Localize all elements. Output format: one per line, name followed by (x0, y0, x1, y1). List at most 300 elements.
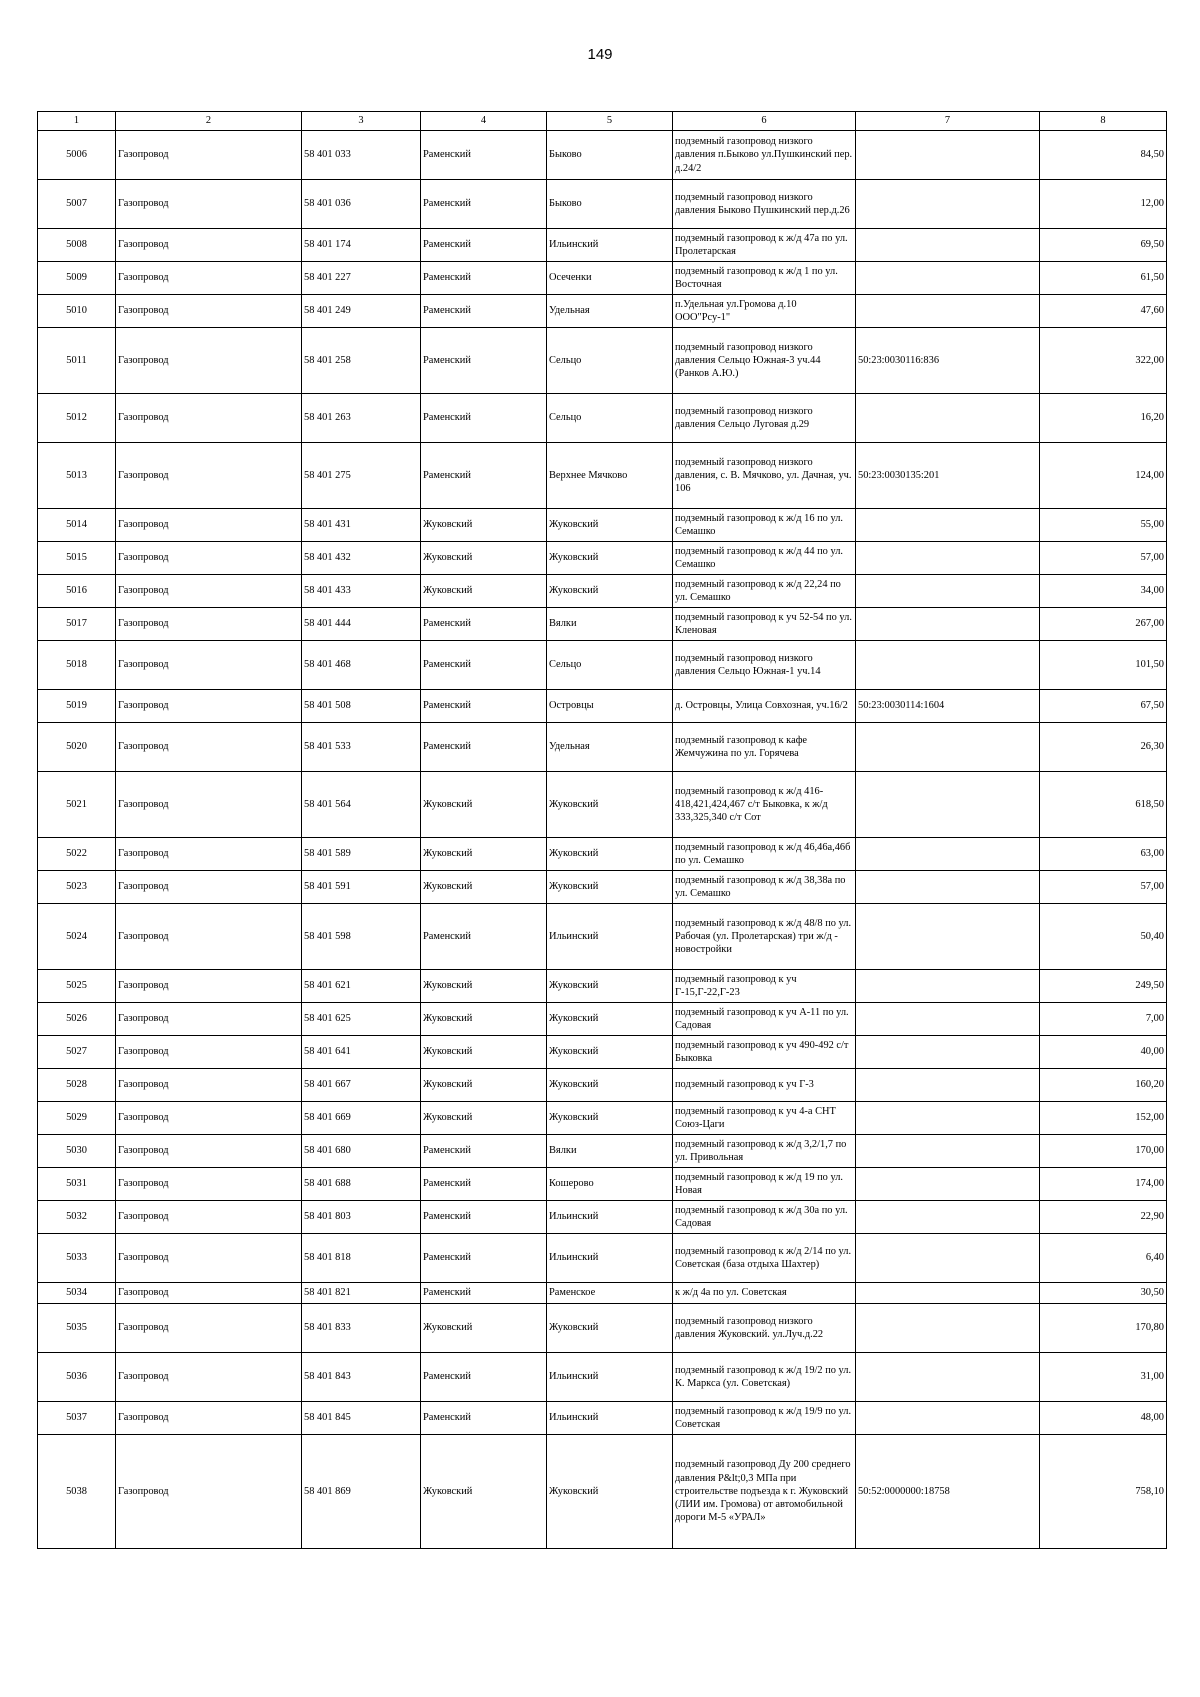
cadastral-number-cell: 50:52:0000000:18758 (856, 1435, 1040, 1549)
locality-cell: Ильинский (547, 1201, 673, 1234)
okato-code-cell: 58 401 433 (302, 575, 421, 608)
row-number-cell: 5031 (38, 1168, 116, 1201)
table-row (38, 542, 1167, 575)
okato-code-cell: 58 401 843 (302, 1353, 421, 1402)
object-type-cell: Газопровод (116, 970, 302, 1003)
district-cell: Жуковский (421, 1435, 547, 1549)
description-cell: подземный газопровод к ж/д 16 по ул. Семашко (673, 509, 856, 542)
table-row (38, 180, 1167, 229)
okato-code-cell: 58 401 641 (302, 1036, 421, 1069)
locality-cell: Сельцо (547, 328, 673, 394)
object-type-cell: Газопровод (116, 1003, 302, 1036)
row-number-cell: 5013 (38, 443, 116, 509)
object-type-cell: Газопровод (116, 871, 302, 904)
description-cell: подземный газопровод к ж/д 1 по ул. Восточная (673, 262, 856, 295)
description-cell: д. Островцы, Улица Совхозная, уч.16/2 (673, 690, 856, 723)
row-number-cell: 5032 (38, 1201, 116, 1234)
okato-code-cell: 58 401 688 (302, 1168, 421, 1201)
locality-cell: Удельная (547, 295, 673, 328)
row-number-cell: 5011 (38, 328, 116, 394)
row-number-cell: 5022 (38, 838, 116, 871)
row-number-cell: 5018 (38, 641, 116, 690)
locality-cell: Жуковский (547, 1102, 673, 1135)
cadastral-number-cell: 50:23:0030114:1604 (856, 690, 1040, 723)
row-number-cell: 5033 (38, 1234, 116, 1283)
okato-code-cell: 58 401 275 (302, 443, 421, 509)
district-cell: Жуковский (421, 1069, 547, 1102)
table-row (38, 328, 1167, 394)
district-cell: Раменский (421, 723, 547, 772)
description-cell: подземный газопровод низкого давления Жуковский. ул.Луч.д.22 (673, 1304, 856, 1353)
object-type-cell: Газопровод (116, 443, 302, 509)
object-type-cell: Газопровод (116, 723, 302, 772)
cadastral-number-cell (856, 608, 1040, 641)
locality-cell: Жуковский (547, 542, 673, 575)
district-cell: Раменский (421, 1201, 547, 1234)
okato-code-cell: 58 401 591 (302, 871, 421, 904)
okato-code-cell: 58 401 821 (302, 1283, 421, 1304)
description-cell: подземный газопровод Ду 200 среднего давления P&lt;0,3 МПа при строительстве подъезда к г. Жуковский (ЛИИ им. Громова) от автомобильной дороги М-5 «УРАЛ» (673, 1435, 856, 1549)
locality-cell: Жуковский (547, 871, 673, 904)
okato-code-cell: 58 401 263 (302, 394, 421, 443)
column-header: 1 (38, 112, 116, 131)
object-type-cell: Газопровод (116, 772, 302, 838)
cadastral-number-cell (856, 723, 1040, 772)
cadastral-number-cell (856, 542, 1040, 575)
column-header: 4 (421, 112, 547, 131)
cadastral-number-cell (856, 295, 1040, 328)
cadastral-number-cell (856, 1069, 1040, 1102)
cadastral-number-cell (856, 1135, 1040, 1168)
table-row (38, 575, 1167, 608)
table-row (38, 1435, 1167, 1549)
length-cell: 50,40 (1040, 904, 1167, 970)
okato-code-cell: 58 401 598 (302, 904, 421, 970)
cadastral-number-cell: 50:23:0030116:836 (856, 328, 1040, 394)
table-row (38, 1201, 1167, 1234)
object-type-cell: Газопровод (116, 1069, 302, 1102)
locality-cell: Вялки (547, 608, 673, 641)
district-cell: Раменский (421, 608, 547, 641)
table-row (38, 970, 1167, 1003)
table-row (38, 1402, 1167, 1435)
object-type-cell: Газопровод (116, 1234, 302, 1283)
length-cell: 22,90 (1040, 1201, 1167, 1234)
row-number-cell: 5009 (38, 262, 116, 295)
page-number: 149 (587, 46, 613, 63)
district-cell: Раменский (421, 690, 547, 723)
row-number-cell: 5035 (38, 1304, 116, 1353)
table-row (38, 509, 1167, 542)
okato-code-cell: 58 401 533 (302, 723, 421, 772)
table-row (38, 262, 1167, 295)
district-cell: Раменский (421, 1168, 547, 1201)
row-number-cell: 5026 (38, 1003, 116, 1036)
cadastral-number-cell (856, 838, 1040, 871)
okato-code-cell: 58 401 508 (302, 690, 421, 723)
object-type-cell: Газопровод (116, 1135, 302, 1168)
length-cell: 61,50 (1040, 262, 1167, 295)
description-cell: подземный газопровод к ж/д 30а по ул. Садовая (673, 1201, 856, 1234)
locality-cell: Жуковский (547, 1304, 673, 1353)
district-cell: Раменский (421, 1234, 547, 1283)
okato-code-cell: 58 401 803 (302, 1201, 421, 1234)
table-row (38, 772, 1167, 838)
locality-cell: Кошерово (547, 1168, 673, 1201)
cadastral-number-cell (856, 970, 1040, 1003)
okato-code-cell: 58 401 036 (302, 180, 421, 229)
object-type-cell: Газопровод (116, 1435, 302, 1549)
description-cell: п.Удельная ул.Громова д.10 ООО"Рсу-1" (673, 295, 856, 328)
okato-code-cell: 58 401 625 (302, 1003, 421, 1036)
description-cell: подземный газопровод к уч А-11 по ул. Садовая (673, 1003, 856, 1036)
row-number-cell: 5024 (38, 904, 116, 970)
cadastral-number-cell (856, 1304, 1040, 1353)
table-row (38, 1069, 1167, 1102)
locality-cell: Ильинский (547, 904, 673, 970)
cadastral-number-cell (856, 509, 1040, 542)
object-type-cell: Газопровод (116, 904, 302, 970)
cadastral-number-cell (856, 1234, 1040, 1283)
okato-code-cell: 58 401 432 (302, 542, 421, 575)
object-type-cell: Газопровод (116, 1304, 302, 1353)
description-cell: подземный газопровод низкого давления Быково Пушкинский пер.д.26 (673, 180, 856, 229)
district-cell: Жуковский (421, 838, 547, 871)
column-header: 7 (856, 112, 1040, 131)
description-cell: подземный газопровод низкого давления Сельцо Южная-3 уч.44 (Ранков А.Ю.) (673, 328, 856, 394)
cadastral-number-cell (856, 180, 1040, 229)
registry-body (38, 131, 1167, 1549)
object-type-cell: Газопровод (116, 229, 302, 262)
row-number-cell: 5008 (38, 229, 116, 262)
cadastral-number-cell (856, 1036, 1040, 1069)
locality-cell: Осеченки (547, 262, 673, 295)
row-number-cell: 5029 (38, 1102, 116, 1135)
description-cell: подземный газопровод низкого давления, с. В. Мячково, ул. Дачная, уч. 106 (673, 443, 856, 509)
okato-code-cell: 58 401 564 (302, 772, 421, 838)
row-number-cell: 5017 (38, 608, 116, 641)
table-row (38, 295, 1167, 328)
object-type-cell: Газопровод (116, 295, 302, 328)
description-cell: подземный газопровод к ж/д 38,38а по ул. Семашко (673, 871, 856, 904)
cadastral-number-cell (856, 1168, 1040, 1201)
column-header: 6 (673, 112, 856, 131)
district-cell: Жуковский (421, 542, 547, 575)
locality-cell: Сельцо (547, 641, 673, 690)
district-cell: Раменский (421, 262, 547, 295)
cadastral-number-cell (856, 772, 1040, 838)
description-cell: подземный газопровод к ж/д 47а по ул. Пролетарская (673, 229, 856, 262)
okato-code-cell: 58 401 869 (302, 1435, 421, 1549)
description-cell: подземный газопровод к ж/д 48/8 по ул. Рабочая (ул. Пролетарская) три ж/д - новостройки (673, 904, 856, 970)
length-cell: 152,00 (1040, 1102, 1167, 1135)
cadastral-number-cell (856, 262, 1040, 295)
object-type-cell: Газопровод (116, 1036, 302, 1069)
row-number-cell: 5028 (38, 1069, 116, 1102)
row-number-cell: 5027 (38, 1036, 116, 1069)
description-cell: подземный газопровод к кафе Жемчужина по ул. Горячева (673, 723, 856, 772)
okato-code-cell: 58 401 249 (302, 295, 421, 328)
district-cell: Раменский (421, 131, 547, 180)
cadastral-number-cell (856, 131, 1040, 180)
table-row (38, 1168, 1167, 1201)
description-cell: подземный газопровод к уч 52-54 по ул. Кленовая (673, 608, 856, 641)
description-cell: подземный газопровод к ж/д 3,2/1,7 по ул. Привольная (673, 1135, 856, 1168)
okato-code-cell: 58 401 444 (302, 608, 421, 641)
locality-cell: Удельная (547, 723, 673, 772)
district-cell: Раменский (421, 229, 547, 262)
locality-cell: Жуковский (547, 1435, 673, 1549)
row-number-cell: 5020 (38, 723, 116, 772)
column-header: 3 (302, 112, 421, 131)
table-row (38, 838, 1167, 871)
object-type-cell: Газопровод (116, 1168, 302, 1201)
cadastral-number-cell (856, 1201, 1040, 1234)
okato-code-cell: 58 401 667 (302, 1069, 421, 1102)
description-cell: подземный газопровод к ж/д 46,46а,46б по ул. Семашко (673, 838, 856, 871)
length-cell: 57,00 (1040, 542, 1167, 575)
object-type-cell: Газопровод (116, 608, 302, 641)
cadastral-number-cell (856, 1402, 1040, 1435)
district-cell: Раменский (421, 1402, 547, 1435)
length-cell: 249,50 (1040, 970, 1167, 1003)
locality-cell: Верхнее Мячково (547, 443, 673, 509)
locality-cell: Жуковский (547, 838, 673, 871)
length-cell: 40,00 (1040, 1036, 1167, 1069)
length-cell: 26,30 (1040, 723, 1167, 772)
length-cell: 160,20 (1040, 1069, 1167, 1102)
district-cell: Жуковский (421, 871, 547, 904)
object-type-cell: Газопровод (116, 1102, 302, 1135)
locality-cell: Ильинский (547, 1353, 673, 1402)
table-row (38, 1304, 1167, 1353)
row-number-cell: 5036 (38, 1353, 116, 1402)
row-number-cell: 5038 (38, 1435, 116, 1549)
row-number-cell: 5006 (38, 131, 116, 180)
row-number-cell: 5025 (38, 970, 116, 1003)
description-cell: подземный газопровод к ж/д 416-418,421,424,467 с/т Быковка, к ж/д 333,325,340 с/т Сот (673, 772, 856, 838)
object-type-cell: Газопровод (116, 180, 302, 229)
length-cell: 47,60 (1040, 295, 1167, 328)
row-number-cell: 5015 (38, 542, 116, 575)
cadastral-number-cell (856, 229, 1040, 262)
district-cell: Раменский (421, 180, 547, 229)
length-cell: 57,00 (1040, 871, 1167, 904)
length-cell: 6,40 (1040, 1234, 1167, 1283)
district-cell: Раменский (421, 295, 547, 328)
row-number-cell: 5016 (38, 575, 116, 608)
district-cell: Жуковский (421, 772, 547, 838)
header-row (38, 112, 1167, 131)
locality-cell: Жуковский (547, 970, 673, 1003)
description-cell: подземный газопровод к уч Г-3 (673, 1069, 856, 1102)
length-cell: 12,00 (1040, 180, 1167, 229)
object-type-cell: Газопровод (116, 1283, 302, 1304)
okato-code-cell: 58 401 680 (302, 1135, 421, 1168)
district-cell: Раменский (421, 328, 547, 394)
district-cell: Раменский (421, 904, 547, 970)
object-type-cell: Газопровод (116, 328, 302, 394)
object-type-cell: Газопровод (116, 394, 302, 443)
district-cell: Раменский (421, 394, 547, 443)
cadastral-number-cell: 50:23:0030135:201 (856, 443, 1040, 509)
cadastral-number-cell (856, 641, 1040, 690)
district-cell: Жуковский (421, 575, 547, 608)
locality-cell: Ильинский (547, 1234, 673, 1283)
description-cell: подземный газопровод к ж/д 44 по ул. Семашко (673, 542, 856, 575)
table-row (38, 1283, 1167, 1304)
length-cell: 170,80 (1040, 1304, 1167, 1353)
length-cell: 63,00 (1040, 838, 1167, 871)
okato-code-cell: 58 401 589 (302, 838, 421, 871)
object-type-cell: Газопровод (116, 1402, 302, 1435)
description-cell: подземный газопровод к ж/д 19/2 по ул. К. Маркса (ул. Советская) (673, 1353, 856, 1402)
locality-cell: Жуковский (547, 1003, 673, 1036)
district-cell: Раменский (421, 1283, 547, 1304)
locality-cell: Вялки (547, 1135, 673, 1168)
column-header: 5 (547, 112, 673, 131)
length-cell: 34,00 (1040, 575, 1167, 608)
cadastral-number-cell (856, 904, 1040, 970)
row-number-cell: 5012 (38, 394, 116, 443)
length-cell: 48,00 (1040, 1402, 1167, 1435)
district-cell: Жуковский (421, 970, 547, 1003)
length-cell: 7,00 (1040, 1003, 1167, 1036)
cadastral-number-cell (856, 1102, 1040, 1135)
cadastral-number-cell (856, 575, 1040, 608)
okato-code-cell: 58 401 227 (302, 262, 421, 295)
table-row (38, 608, 1167, 641)
district-cell: Жуковский (421, 1036, 547, 1069)
table-row (38, 1102, 1167, 1135)
district-cell: Жуковский (421, 1304, 547, 1353)
locality-cell: Быково (547, 180, 673, 229)
column-header: 8 (1040, 112, 1167, 131)
length-cell: 124,00 (1040, 443, 1167, 509)
cadastral-number-cell (856, 1003, 1040, 1036)
length-cell: 322,00 (1040, 328, 1167, 394)
district-cell: Раменский (421, 641, 547, 690)
object-type-cell: Газопровод (116, 1201, 302, 1234)
description-cell: подземный газопровод к уч Г-15,Г-22,Г-23 (673, 970, 856, 1003)
table-row (38, 871, 1167, 904)
okato-code-cell: 58 401 258 (302, 328, 421, 394)
table-row (38, 1003, 1167, 1036)
description-cell: подземный газопровод низкого давления Сельцо Луговая д.29 (673, 394, 856, 443)
length-cell: 618,50 (1040, 772, 1167, 838)
registry-table (37, 111, 1167, 1549)
row-number-cell: 5021 (38, 772, 116, 838)
object-type-cell: Газопровод (116, 131, 302, 180)
object-type-cell: Газопровод (116, 262, 302, 295)
locality-cell: Жуковский (547, 1069, 673, 1102)
length-cell: 69,50 (1040, 229, 1167, 262)
table-row (38, 394, 1167, 443)
object-type-cell: Газопровод (116, 542, 302, 575)
description-cell: подземный газопровод к ж/д 22,24 по ул. Семашко (673, 575, 856, 608)
table-row (38, 1036, 1167, 1069)
row-number-cell: 5010 (38, 295, 116, 328)
length-cell: 267,00 (1040, 608, 1167, 641)
okato-code-cell: 58 401 818 (302, 1234, 421, 1283)
row-number-cell: 5019 (38, 690, 116, 723)
description-cell: подземный газопровод к уч 490-492 с/т Быковка (673, 1036, 856, 1069)
locality-cell: Жуковский (547, 575, 673, 608)
cadastral-number-cell (856, 1353, 1040, 1402)
district-cell: Раменский (421, 1353, 547, 1402)
column-header: 2 (116, 112, 302, 131)
length-cell: 170,00 (1040, 1135, 1167, 1168)
table-row (38, 1135, 1167, 1168)
description-cell: подземный газопровод к ж/д 19 по ул. Новая (673, 1168, 856, 1201)
description-cell: подземный газопровод к ж/д 2/14 по ул. Советская (база отдыха Шахтер) (673, 1234, 856, 1283)
locality-cell: Ильинский (547, 229, 673, 262)
table-row (38, 131, 1167, 180)
locality-cell: Жуковский (547, 772, 673, 838)
length-cell: 30,50 (1040, 1283, 1167, 1304)
cadastral-number-cell (856, 394, 1040, 443)
okato-code-cell: 58 401 033 (302, 131, 421, 180)
cadastral-number-cell (856, 871, 1040, 904)
length-cell: 16,20 (1040, 394, 1167, 443)
okato-code-cell: 58 401 845 (302, 1402, 421, 1435)
district-cell: Раменский (421, 1135, 547, 1168)
description-cell: подземный газопровод низкого давления п.Быково ул.Пушкинский пер. д.24/2 (673, 131, 856, 180)
description-cell: подземный газопровод к уч 4-а СНТ Союз-Цаги (673, 1102, 856, 1135)
length-cell: 101,50 (1040, 641, 1167, 690)
okato-code-cell: 58 401 468 (302, 641, 421, 690)
table-row (38, 723, 1167, 772)
row-number-cell: 5007 (38, 180, 116, 229)
district-cell: Раменский (421, 443, 547, 509)
table-row (38, 443, 1167, 509)
length-cell: 758,10 (1040, 1435, 1167, 1549)
object-type-cell: Газопровод (116, 509, 302, 542)
okato-code-cell: 58 401 431 (302, 509, 421, 542)
length-cell: 55,00 (1040, 509, 1167, 542)
locality-cell: Сельцо (547, 394, 673, 443)
okato-code-cell: 58 401 669 (302, 1102, 421, 1135)
description-cell: к ж/д 4а по ул. Советская (673, 1283, 856, 1304)
description-cell: подземный газопровод низкого давления Сельцо Южная-1 уч.14 (673, 641, 856, 690)
okato-code-cell: 58 401 174 (302, 229, 421, 262)
row-number-cell: 5023 (38, 871, 116, 904)
table-row (38, 229, 1167, 262)
object-type-cell: Газопровод (116, 838, 302, 871)
object-type-cell: Газопровод (116, 575, 302, 608)
district-cell: Жуковский (421, 509, 547, 542)
object-type-cell: Газопровод (116, 1353, 302, 1402)
table-row (38, 1234, 1167, 1283)
length-cell: 67,50 (1040, 690, 1167, 723)
locality-cell: Раменское (547, 1283, 673, 1304)
locality-cell: Ильинский (547, 1402, 673, 1435)
table-row (38, 1353, 1167, 1402)
okato-code-cell: 58 401 833 (302, 1304, 421, 1353)
length-cell: 31,00 (1040, 1353, 1167, 1402)
table-row (38, 641, 1167, 690)
locality-cell: Жуковский (547, 509, 673, 542)
cadastral-number-cell (856, 1283, 1040, 1304)
locality-cell: Островцы (547, 690, 673, 723)
description-cell: подземный газопровод к ж/д 19/9 по ул. Советская (673, 1402, 856, 1435)
district-cell: Жуковский (421, 1102, 547, 1135)
length-cell: 84,50 (1040, 131, 1167, 180)
table-row (38, 904, 1167, 970)
locality-cell: Быково (547, 131, 673, 180)
okato-code-cell: 58 401 621 (302, 970, 421, 1003)
length-cell: 174,00 (1040, 1168, 1167, 1201)
